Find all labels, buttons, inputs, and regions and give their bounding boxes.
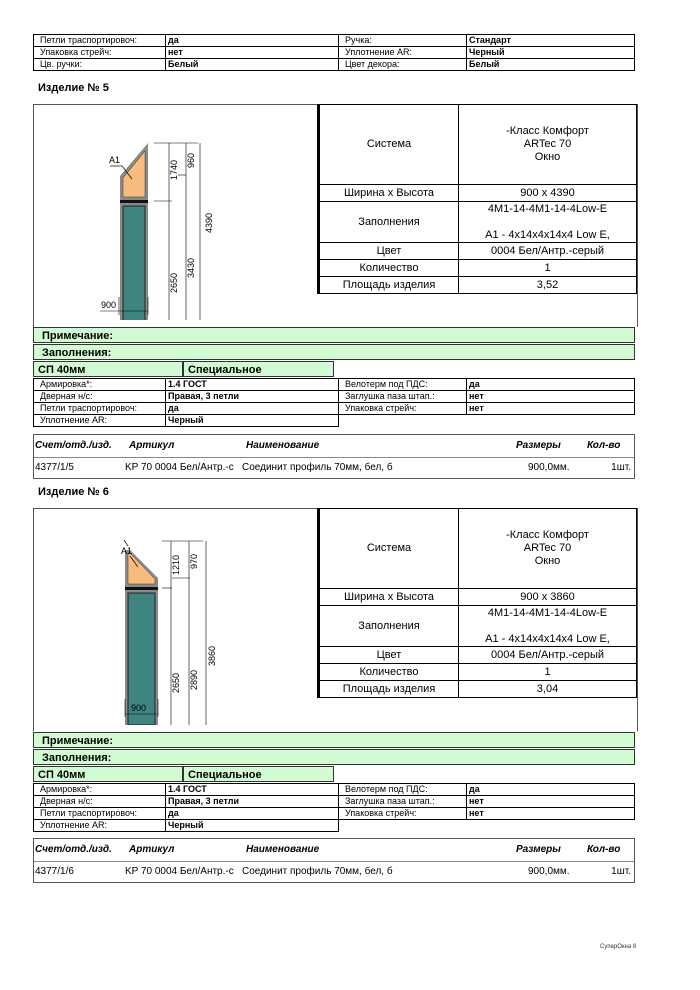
- prop-key: Цв. ручки:: [34, 59, 166, 71]
- mullion: [120, 200, 148, 203]
- col-size: Размеры: [516, 844, 561, 855]
- spec-label: Цвет: [320, 647, 459, 664]
- prop-value: да: [166, 35, 339, 47]
- item-properties-table: [33, 378, 635, 427]
- glass-cell: СП 40мм: [33, 361, 183, 377]
- system-line: ARTec 70: [523, 138, 572, 150]
- mullion: [125, 587, 158, 590]
- glass-label: A1: [109, 155, 121, 165]
- order-row: [34, 458, 634, 478]
- prop-key: Заглушка паза штап.:: [339, 391, 467, 403]
- top-properties-table: [33, 34, 635, 71]
- spec-label: Количество: [320, 664, 459, 681]
- spec-system-value: [459, 105, 637, 185]
- prop-key: Дверная н/с:: [34, 391, 166, 403]
- col-article: Артикул: [129, 440, 175, 451]
- prop-value: 1.4 ГОСТ: [166, 379, 339, 391]
- prop-key: Цвет декора:: [339, 59, 467, 71]
- system-line: Окно: [534, 151, 561, 163]
- spec-label: Система: [320, 509, 459, 589]
- item-title: Изделие № 6: [38, 486, 109, 498]
- prop-key: Уплотнение AR:: [34, 415, 166, 427]
- prop-value: Правая, 3 петли: [166, 796, 339, 808]
- prop-value: Черный: [166, 415, 339, 427]
- dim-top-right: 960: [186, 152, 196, 168]
- prop-value: 1.4 ГОСТ: [166, 784, 339, 796]
- dim-top-right: 970: [189, 553, 199, 569]
- dim-top-left: 1740: [169, 159, 179, 180]
- col-account: Счет/отд./изд.: [35, 440, 112, 451]
- fill-line: A1 - 4x14x4x14x4 Low E,: [485, 228, 610, 241]
- spec-label: Ширина х Высота: [320, 185, 459, 202]
- prop-key: Уплотнение AR:: [339, 47, 467, 59]
- prop-key: Армировка*:: [34, 379, 166, 391]
- system-line: -Класс Комфорт: [506, 125, 589, 137]
- fill-line: 4M1-14-4M1-14-4Low-E: [487, 606, 608, 619]
- spec-label: Количество: [320, 260, 459, 277]
- prop-value: да: [166, 808, 339, 820]
- cell-name: Соединит профиль 70мм, бел, б: [242, 866, 393, 877]
- cell-account: 4377/1/6: [35, 866, 74, 877]
- spec-value: 1: [459, 260, 637, 277]
- glass-label: A1: [121, 546, 133, 556]
- glass-type-cell: Специальное: [183, 361, 334, 377]
- spec-label: Ширина х Высота: [320, 589, 459, 606]
- glass-cell: СП 40мм: [33, 766, 183, 782]
- dim-top-left: 1210: [171, 554, 181, 575]
- order-header: [34, 839, 634, 862]
- prop-key: Дверная н/с:: [34, 796, 166, 808]
- prop-key: Упаковка стрейч:: [339, 403, 467, 415]
- prop-value: Стандарт: [467, 35, 635, 47]
- spec-label: Площадь изделия: [320, 277, 459, 294]
- prop-key: Упаковка стрейч:: [34, 47, 166, 59]
- fill-header-row: Заполнения:: [33, 749, 635, 765]
- prop-key: Упаковка стрейч:: [339, 808, 467, 820]
- order-row: [34, 862, 634, 882]
- glass-top: [123, 151, 145, 197]
- spec-value: 0004 Бел/Антр.-серый: [459, 647, 637, 664]
- width-dimension: [120, 697, 170, 727]
- system-line: ARTec 70: [523, 542, 572, 554]
- cell-name: Соединит профиль 70мм, бел, б: [242, 462, 393, 473]
- cell-article: KP 70 0004 Бел/Антр.-с: [125, 866, 234, 877]
- prop-value: Черный: [467, 47, 635, 59]
- spec-value: 900 x 4390: [459, 185, 637, 202]
- prop-value: Белый: [467, 59, 635, 71]
- prop-value: Черный: [166, 820, 339, 832]
- spec-value: 3,52: [459, 277, 637, 294]
- dim-mid: 2890: [189, 669, 199, 690]
- col-name: Наименование: [246, 440, 320, 451]
- cell-account: 4377/1/5: [35, 462, 74, 473]
- order-table: [33, 434, 635, 479]
- col-account: Счет/отд./изд.: [35, 844, 112, 855]
- spec-value: 900 x 3860: [459, 589, 637, 606]
- dim-width: 900: [131, 703, 147, 713]
- width-dimension: [95, 293, 165, 323]
- spec-label: Заполнения: [320, 202, 459, 243]
- prop-key: Армировка*:: [34, 784, 166, 796]
- spec-label: Заполнения: [320, 606, 459, 647]
- spec-label: Площадь изделия: [320, 681, 459, 698]
- spec-fill-value: [459, 606, 637, 647]
- prop-value: нет: [467, 403, 635, 415]
- spec-value: 0004 Бел/Антр.-серый: [459, 243, 637, 260]
- prop-value: да: [467, 379, 635, 391]
- fill-header-row: Заполнения:: [33, 344, 635, 360]
- cell-article: KP 70 0004 Бел/Антр.-с: [125, 462, 234, 473]
- spec-value: 1: [459, 664, 637, 681]
- dim-total: 4390: [204, 212, 214, 233]
- cell-size: 900,0мм.: [528, 462, 570, 473]
- prop-key: Петли траспортировоч:: [34, 403, 166, 415]
- prop-value: нет: [166, 47, 339, 59]
- prop-value: нет: [467, 796, 635, 808]
- spec-fill-value: [459, 202, 637, 243]
- prop-value: Белый: [166, 59, 339, 71]
- cell-qty: 1шт.: [611, 866, 631, 877]
- fill-line: 4M1-14-4M1-14-4Low-E: [487, 202, 608, 215]
- system-line: Окно: [534, 555, 561, 567]
- prop-key: Велотерм под ПДС:: [339, 379, 467, 391]
- spec-label: Цвет: [320, 243, 459, 260]
- order-table: [33, 838, 635, 883]
- props-row: [34, 47, 635, 59]
- col-name: Наименование: [246, 844, 320, 855]
- col-qty: Кол-во: [587, 440, 621, 451]
- dim-mid: 3430: [186, 257, 196, 278]
- col-article: Артикул: [129, 844, 175, 855]
- glass-top: [128, 553, 155, 584]
- note-row: Примечание:: [33, 327, 635, 343]
- empty-cell: [339, 415, 635, 427]
- spec-value: 3,04: [459, 681, 637, 698]
- empty-cell: [339, 820, 635, 832]
- cell-size: 900,0мм.: [528, 866, 570, 877]
- prop-key: Велотерм под ПДС:: [339, 784, 467, 796]
- props-row: [34, 35, 635, 47]
- cell-qty: 1шт.: [611, 462, 631, 473]
- dim-bottom: 2650: [171, 672, 181, 693]
- spec-label: Система: [320, 105, 459, 185]
- col-size: Размеры: [516, 440, 561, 451]
- dim-bottom: 2650: [169, 272, 179, 293]
- glass-type-cell: Специальное: [183, 766, 334, 782]
- spec-table: [317, 104, 637, 294]
- spec-system-value: [459, 509, 637, 589]
- note-row: Примечание:: [33, 732, 635, 748]
- col-qty: Кол-во: [587, 844, 621, 855]
- dim-width: 900: [101, 300, 117, 310]
- prop-value: да: [166, 403, 339, 415]
- item-properties-table: [33, 783, 635, 832]
- prop-key: Ручка:: [339, 35, 467, 47]
- prop-value: Правая, 3 петли: [166, 391, 339, 403]
- prop-key: Петли траспортировоч:: [34, 808, 166, 820]
- system-line: -Класс Комфорт: [506, 529, 589, 541]
- prop-value: нет: [467, 808, 635, 820]
- prop-key: Заглушка паза штап.:: [339, 796, 467, 808]
- prop-value: да: [467, 784, 635, 796]
- order-header: [34, 435, 634, 458]
- prop-value: нет: [467, 391, 635, 403]
- item-title: Изделие № 5: [38, 82, 109, 94]
- prop-key: Уплотнение AR:: [34, 820, 166, 832]
- dim-total: 3860: [207, 645, 217, 666]
- props-row: [34, 59, 635, 71]
- spec-table: [317, 508, 637, 698]
- prop-key: Петли траспортировоч:: [34, 35, 166, 47]
- page-footer: СуперОкна 8: [600, 944, 637, 950]
- fill-line: A1 - 4x14x4x14x4 Low E,: [485, 632, 610, 645]
